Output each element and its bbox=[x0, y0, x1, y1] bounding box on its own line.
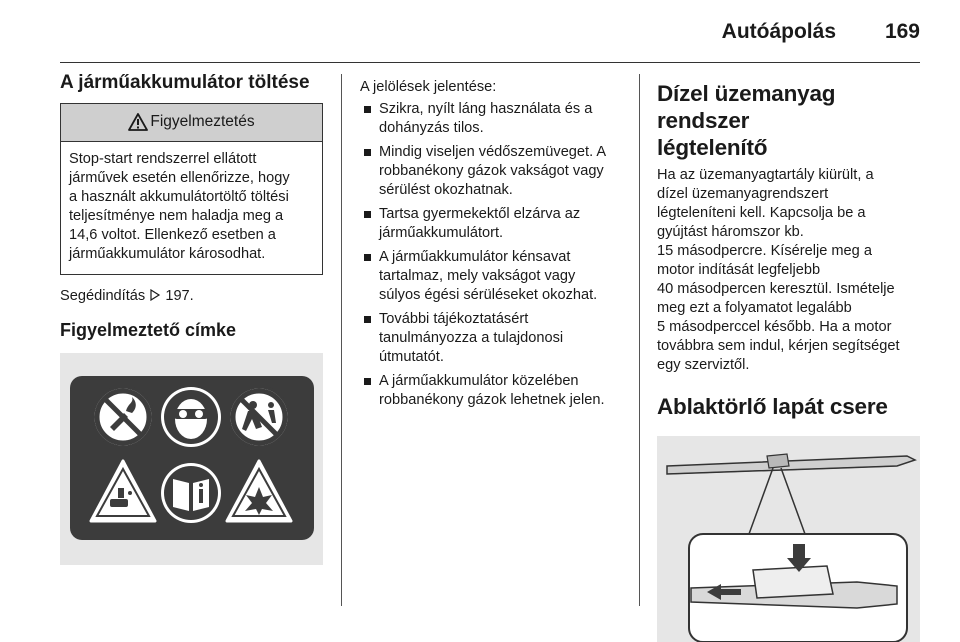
bullet-square-icon bbox=[364, 316, 371, 323]
list-item-line: robbanékony gázok vakságot vagy bbox=[379, 163, 604, 179]
wiper-blade-figure bbox=[657, 436, 920, 642]
bullet-square-icon bbox=[364, 211, 371, 218]
paragraph-line: 5 másodperccel később. Ha a motor bbox=[657, 319, 892, 335]
heading-line: Dízel üzemanyag rendszer bbox=[657, 81, 836, 133]
bullet-square-icon bbox=[364, 106, 371, 113]
paragraph-line: gyújtást háromszor kb. bbox=[657, 224, 804, 240]
paragraph-line: 15 másodpercre. Kísérelje meg a bbox=[657, 243, 872, 259]
paragraph-line: továbbra sem indul, kérjen segítséget bbox=[657, 338, 900, 354]
list-item bbox=[360, 205, 622, 243]
battery-warning-label-illustration bbox=[60, 353, 323, 565]
paragraph-line: meg ezt a folyamatot legalább bbox=[657, 300, 852, 316]
diesel-bleeding-heading bbox=[657, 80, 920, 161]
list-item-line: A járműakkumulátor közelében bbox=[379, 373, 579, 389]
list-item-line: dohányzás tilos. bbox=[379, 120, 484, 136]
header-rule bbox=[60, 62, 920, 63]
list-item-line: Szikra, nyílt láng használata és a bbox=[379, 101, 593, 117]
list-item-line: súlyos égési sérüléseket okozhat. bbox=[379, 287, 598, 303]
list-item bbox=[360, 143, 622, 200]
wiper-blade-heading: Ablaktörlő lapát csere bbox=[657, 394, 888, 419]
column-divider bbox=[341, 74, 342, 606]
warning-line: Stop-start rendszerrel ellátott bbox=[69, 150, 257, 167]
paragraph-line: dízel üzemanyagrendszert bbox=[657, 186, 829, 202]
symbol-meanings-list bbox=[360, 100, 622, 410]
list-item bbox=[360, 100, 622, 138]
warning-label-heading: Figyelmeztető címke bbox=[60, 319, 237, 340]
eye-protection-icon bbox=[161, 387, 221, 447]
list-item-line: További tájékoztatásért bbox=[379, 311, 529, 327]
warning-triangle-icon bbox=[128, 113, 148, 131]
symbols-intro: A jelölések jelentése: bbox=[360, 79, 497, 95]
column-divider bbox=[639, 74, 640, 606]
chapter-title: Autóápolás bbox=[721, 20, 836, 43]
battery-charging-heading: A járműakkumulátor töltése bbox=[60, 72, 310, 93]
warning-header bbox=[61, 104, 322, 142]
page-number: 169 bbox=[884, 20, 920, 43]
warning-line: teljesítménye nem haladja meg a bbox=[69, 207, 284, 224]
reference-page: 197. bbox=[165, 287, 194, 304]
reference-text: Segédindítás bbox=[60, 287, 146, 304]
paragraph-line: motor indítását legfeljebb bbox=[657, 262, 821, 278]
diesel-bleeding-paragraph bbox=[657, 166, 920, 375]
column-right bbox=[657, 80, 920, 642]
list-item-line: sérülést okozhatnak. bbox=[379, 182, 513, 198]
paragraph-line: egy szerviztől. bbox=[657, 357, 750, 373]
warning-title: Figyelmeztetés bbox=[150, 113, 255, 131]
list-item bbox=[360, 372, 622, 410]
warning-box bbox=[60, 103, 323, 275]
no-open-flame-icon bbox=[93, 387, 153, 447]
heading-line: légtelenítő bbox=[657, 135, 768, 160]
wiper-blade-illustration bbox=[657, 436, 920, 642]
list-item-line: járműakkumulátort. bbox=[379, 225, 504, 241]
paragraph-line: Ha az üzemanyagtartály kiürült, a bbox=[657, 167, 874, 183]
read-manual-icon bbox=[161, 463, 221, 523]
list-item bbox=[360, 310, 622, 367]
warning-line: járműakkumulátor károsodhat. bbox=[69, 245, 266, 262]
list-item-line: Mindig viseljen védőszemüveget. A bbox=[379, 144, 607, 160]
list-item-line: útmutatót. bbox=[379, 349, 444, 365]
page-reference-arrow-icon bbox=[149, 289, 161, 301]
paragraph-line: 40 másodpercen keresztül. Ismételje bbox=[657, 281, 895, 297]
list-item-line: tartalmaz, mely vakságot vagy bbox=[379, 268, 576, 284]
bullet-square-icon bbox=[364, 149, 371, 156]
list-item-line: A járműakkumulátor kénsavat bbox=[379, 249, 571, 265]
list-item-line: robbanékony gázok lehetnek jelen. bbox=[379, 392, 605, 408]
list-item bbox=[360, 248, 622, 305]
warning-line: 14,6 voltot. Ellenkező esetben a bbox=[69, 226, 276, 243]
bullet-square-icon bbox=[364, 378, 371, 385]
column-middle bbox=[360, 78, 622, 415]
warning-line: a használt akkumulátortöltő töltési bbox=[69, 188, 289, 205]
list-item-line: tanulmányozza a tulajdonosi bbox=[379, 330, 564, 346]
column-left bbox=[60, 72, 323, 565]
paragraph-line: légteleníteni kell. Kapcsolja be a bbox=[657, 205, 866, 221]
warning-line: járművek esetén ellenőrizze, hogy bbox=[69, 169, 290, 186]
battery-warning-label-figure bbox=[60, 353, 323, 565]
warning-text bbox=[61, 142, 322, 274]
page-header bbox=[60, 14, 920, 54]
bullet-square-icon bbox=[364, 254, 371, 261]
keep-away-from-children-icon bbox=[229, 387, 289, 447]
list-item-line: Tartsa gyermekektől elzárva az bbox=[379, 206, 581, 222]
jump-start-reference[interactable] bbox=[60, 287, 323, 306]
